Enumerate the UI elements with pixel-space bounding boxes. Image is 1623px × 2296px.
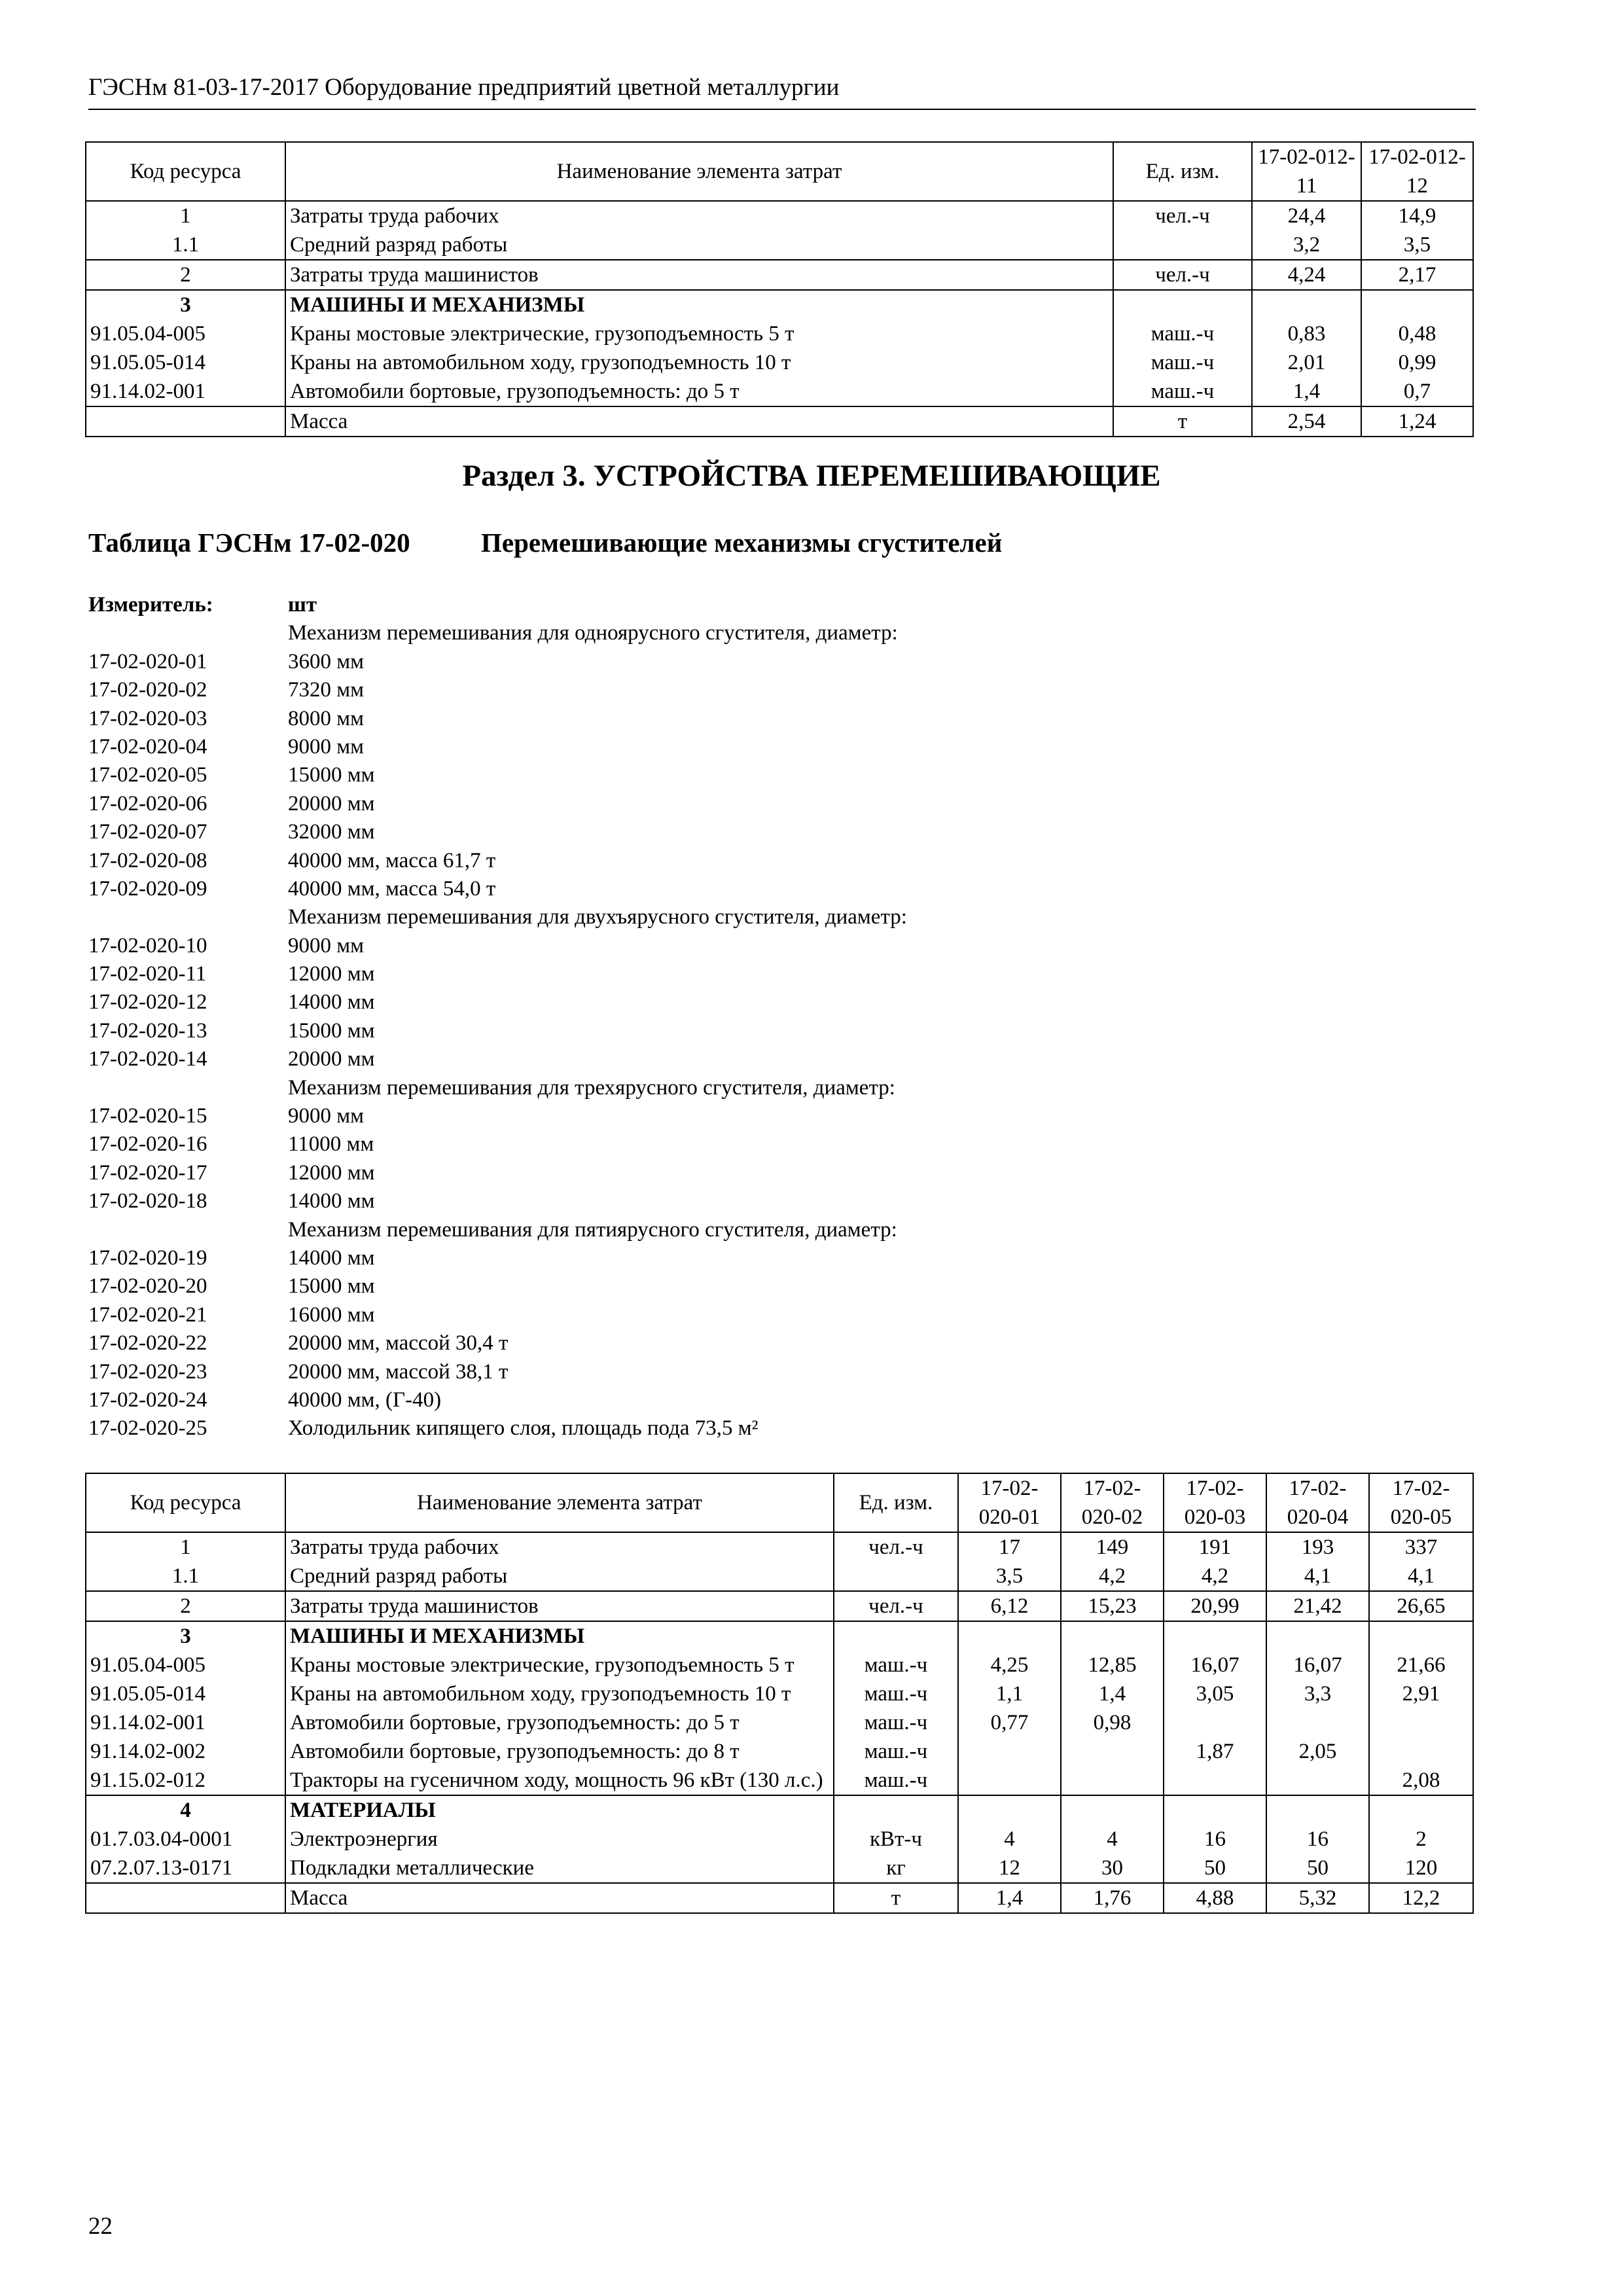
page-number: 22 xyxy=(88,2213,113,2240)
row-value: 0,48 xyxy=(1361,319,1473,348)
spec-description: 3600 мм xyxy=(288,649,365,673)
row-value: 0,83 xyxy=(1252,319,1361,348)
header-col: 17-02-020-03 xyxy=(1164,1473,1266,1532)
row-value: 4 xyxy=(958,1825,1061,1854)
header-rule xyxy=(88,109,1476,110)
row-value xyxy=(1252,290,1361,319)
spec-code: 17-02-020-23 xyxy=(88,1359,207,1384)
header-code: Код ресурса xyxy=(86,1473,285,1532)
table-row xyxy=(86,1795,1473,1825)
spec-description: 15000 мм xyxy=(288,763,375,787)
row-unit xyxy=(834,1795,958,1825)
measure-unit: шт xyxy=(288,593,317,617)
spec-code: 17-02-020-14 xyxy=(88,1047,207,1071)
row-value xyxy=(1266,1708,1369,1737)
resource-table-020 xyxy=(85,1473,1474,1914)
row-name: Затраты труда рабочих xyxy=(285,1532,834,1562)
table-row-mass xyxy=(86,406,1473,437)
row-value: 50 xyxy=(1266,1854,1369,1883)
spec-description: Механизм перемешивания для двухъярусного сгустителя, диаметр: xyxy=(288,905,907,929)
spec-description: 40000 мм, масса 61,7 т xyxy=(288,848,496,872)
row-unit: чел.-ч xyxy=(1113,201,1252,230)
spec-description: 20000 мм xyxy=(288,791,375,816)
row-value xyxy=(1164,1795,1266,1825)
row-value: 337 xyxy=(1369,1532,1473,1562)
row-value xyxy=(1061,1621,1164,1651)
header-name: Наименование элемента затрат xyxy=(285,1473,834,1532)
row-value: 149 xyxy=(1061,1532,1164,1562)
row-value: 15,23 xyxy=(1061,1591,1164,1621)
header-col2: 17-02-012-12 xyxy=(1361,142,1473,201)
row-value: 3,3 xyxy=(1266,1679,1369,1708)
row-value: 1,87 xyxy=(1164,1737,1266,1766)
row-code: 2 xyxy=(86,1591,285,1621)
table-title-code: Таблица ГЭСНм 17-02-020 xyxy=(88,528,410,558)
row-value: 3,5 xyxy=(1361,230,1473,260)
row-value: 120 xyxy=(1369,1854,1473,1883)
spec-code: 17-02-020-13 xyxy=(88,1018,207,1043)
table-row xyxy=(86,201,1473,230)
row-value xyxy=(1361,290,1473,319)
table-row xyxy=(86,1708,1473,1737)
spec-description: 9000 мм xyxy=(288,734,365,759)
row-value: 2,08 xyxy=(1369,1766,1473,1795)
row-name: Подкладки металлические xyxy=(285,1854,834,1883)
row-name: Краны на автомобильном ходу, грузоподъемность 10 т xyxy=(285,1679,834,1708)
spec-code: 17-02-020-17 xyxy=(88,1160,207,1185)
spec-code: 17-02-020-15 xyxy=(88,1104,207,1128)
row-value: 4,1 xyxy=(1266,1562,1369,1591)
row-name: МАШИНЫ И МЕХАНИЗМЫ xyxy=(285,290,1113,319)
row-value: 21,66 xyxy=(1369,1651,1473,1679)
row-value xyxy=(1266,1621,1369,1651)
spec-description: 7320 мм xyxy=(288,678,365,702)
row-code xyxy=(86,406,285,437)
table-row xyxy=(86,1825,1473,1854)
spec-description: 11000 мм xyxy=(288,1132,374,1157)
spec-description: 14000 мм xyxy=(288,1189,375,1213)
spec-code: 17-02-020-03 xyxy=(88,706,207,730)
table-row xyxy=(86,1532,1473,1562)
row-value: 17 xyxy=(958,1532,1061,1562)
row-name: Краны мостовые электрические, грузоподъемность 5 т xyxy=(285,319,1113,348)
header-unit: Ед. изм. xyxy=(1113,142,1252,201)
row-name: Затраты труда машинистов xyxy=(285,260,1113,290)
row-value: 1,4 xyxy=(1252,377,1361,406)
row-value: 16,07 xyxy=(1164,1651,1266,1679)
row-value xyxy=(958,1621,1061,1651)
row-code: 91.05.05-014 xyxy=(86,1679,285,1708)
row-unit: кВт-ч xyxy=(834,1825,958,1854)
header-col: 17-02-020-01 xyxy=(958,1473,1061,1532)
row-value xyxy=(1061,1766,1164,1795)
row-value: 16 xyxy=(1266,1825,1369,1854)
spec-description: 8000 мм xyxy=(288,706,365,730)
row-name: Электроэнергия xyxy=(285,1825,834,1854)
row-name: Затраты труда машинистов xyxy=(285,1591,834,1621)
row-value: 16,07 xyxy=(1266,1651,1369,1679)
table-row xyxy=(86,230,1473,260)
row-value: 4,2 xyxy=(1061,1562,1164,1591)
row-value: 1,4 xyxy=(1061,1679,1164,1708)
header-code: Код ресурса xyxy=(86,142,285,201)
spec-code: 17-02-020-05 xyxy=(88,763,207,787)
spec-code: 17-02-020-09 xyxy=(88,876,207,901)
row-code: 1 xyxy=(86,201,285,230)
row-value: 16 xyxy=(1164,1825,1266,1854)
row-unit: кг xyxy=(834,1854,958,1883)
spec-code: 17-02-020-12 xyxy=(88,990,207,1014)
spec-description: 40000 мм, (Г-40) xyxy=(288,1388,442,1412)
spec-description: 20000 мм xyxy=(288,1047,375,1071)
row-value: 3,05 xyxy=(1164,1679,1266,1708)
row-value: 2,05 xyxy=(1266,1737,1369,1766)
spec-code: 17-02-020-07 xyxy=(88,820,207,844)
row-unit: чел.-ч xyxy=(1113,260,1252,290)
spec-code: 17-02-020-19 xyxy=(88,1246,207,1270)
spec-code: 17-02-020-24 xyxy=(88,1388,207,1412)
running-header: ГЭСНм 81-03-17-2017 Оборудование предприятий цветной металлургии xyxy=(88,74,840,101)
row-code: 1.1 xyxy=(86,1562,285,1591)
row-unit xyxy=(1113,290,1252,319)
row-code: 91.05.04-005 xyxy=(86,1651,285,1679)
spec-description: 15000 мм xyxy=(288,1274,375,1299)
row-value xyxy=(958,1737,1061,1766)
row-value: 4,24 xyxy=(1252,260,1361,290)
row-value: 2,54 xyxy=(1252,406,1361,437)
spec-description: 20000 мм, массой 38,1 т xyxy=(288,1359,508,1384)
row-unit: маш.-ч xyxy=(834,1679,958,1708)
table-row xyxy=(86,260,1473,290)
row-value xyxy=(1061,1795,1164,1825)
row-name: Тракторы на гусеничном ходу, мощность 96 кВт (130 л.с.) xyxy=(285,1766,834,1795)
spec-code: 17-02-020-10 xyxy=(88,933,207,958)
row-value xyxy=(1164,1766,1266,1795)
row-value: 24,4 xyxy=(1252,201,1361,230)
row-value: 2,01 xyxy=(1252,348,1361,377)
row-value: 3,5 xyxy=(958,1562,1061,1591)
spec-description: 14000 мм xyxy=(288,990,375,1014)
row-name: Краны на автомобильном ходу, грузоподъемность 10 т xyxy=(285,348,1113,377)
spec-code: 17-02-020-18 xyxy=(88,1189,207,1213)
row-name: Средний разряд работы xyxy=(285,1562,834,1591)
row-value: 4,88 xyxy=(1164,1883,1266,1913)
row-value: 2,17 xyxy=(1361,260,1473,290)
table-row xyxy=(86,377,1473,406)
row-name: Затраты труда рабочих xyxy=(285,201,1113,230)
row-value: 191 xyxy=(1164,1532,1266,1562)
spec-code: 17-02-020-16 xyxy=(88,1132,207,1157)
spec-code: 17-02-020-06 xyxy=(88,791,207,816)
row-value xyxy=(1369,1795,1473,1825)
row-unit: т xyxy=(1113,406,1252,437)
row-unit: маш.-ч xyxy=(1113,319,1252,348)
table-row xyxy=(86,1562,1473,1591)
row-value xyxy=(958,1795,1061,1825)
row-value: 30 xyxy=(1061,1854,1164,1883)
row-name: Краны мостовые электрические, грузоподъемность 5 т xyxy=(285,1651,834,1679)
row-unit xyxy=(834,1562,958,1591)
row-name: МАШИНЫ И МЕХАНИЗМЫ xyxy=(285,1621,834,1651)
row-name: Масса xyxy=(285,406,1113,437)
table-row-mass xyxy=(86,1883,1473,1913)
spec-description: Механизм перемешивания для трехярусного сгустителя, диаметр: xyxy=(288,1075,895,1100)
spec-code: 17-02-020-20 xyxy=(88,1274,207,1299)
row-value: 4 xyxy=(1061,1825,1164,1854)
row-value: 0,99 xyxy=(1361,348,1473,377)
row-value: 193 xyxy=(1266,1532,1369,1562)
row-name: Автомобили бортовые, грузоподъемность: до 8 т xyxy=(285,1737,834,1766)
table-row xyxy=(86,1737,1473,1766)
spec-code: 17-02-020-01 xyxy=(88,649,207,673)
row-code: 91.05.05-014 xyxy=(86,348,285,377)
spec-description: 9000 мм xyxy=(288,933,365,958)
spec-description: Холодильник кипящего слоя, площадь пода 73,5 м² xyxy=(288,1416,758,1441)
table-row xyxy=(86,1766,1473,1795)
row-code: 07.2.07.13-0171 xyxy=(86,1854,285,1883)
row-value xyxy=(1369,1708,1473,1737)
header-col: 17-02-020-02 xyxy=(1061,1473,1164,1532)
row-value xyxy=(1369,1621,1473,1651)
row-code: 91.14.02-001 xyxy=(86,377,285,406)
table-row xyxy=(86,1854,1473,1883)
spec-description: Механизм перемешивания для пятиярусного сгустителя, диаметр: xyxy=(288,1217,897,1242)
row-name: Автомобили бортовые, грузоподъемность: до 5 т xyxy=(285,1708,834,1737)
row-code: 91.14.02-001 xyxy=(86,1708,285,1737)
row-value: 1,1 xyxy=(958,1679,1061,1708)
row-unit xyxy=(834,1621,958,1651)
row-unit: маш.-ч xyxy=(834,1737,958,1766)
spec-code: 17-02-020-22 xyxy=(88,1331,207,1355)
row-value: 0,77 xyxy=(958,1708,1061,1737)
row-unit: маш.-ч xyxy=(1113,348,1252,377)
row-code: 3 xyxy=(86,1621,285,1651)
row-unit: чел.-ч xyxy=(834,1591,958,1621)
row-value: 26,65 xyxy=(1369,1591,1473,1621)
spec-code: 17-02-020-02 xyxy=(88,678,207,702)
row-code: 1.1 xyxy=(86,230,285,260)
table-title xyxy=(88,527,1003,558)
spec-code: 17-02-020-25 xyxy=(88,1416,207,1441)
spec-description: 40000 мм, масса 54,0 т xyxy=(288,876,496,901)
row-value xyxy=(1266,1795,1369,1825)
row-code: 91.05.04-005 xyxy=(86,319,285,348)
row-unit: маш.-ч xyxy=(834,1708,958,1737)
row-value xyxy=(1164,1621,1266,1651)
row-code xyxy=(86,1883,285,1913)
row-value: 21,42 xyxy=(1266,1591,1369,1621)
row-value xyxy=(1164,1708,1266,1737)
row-code: 01.7.03.04-0001 xyxy=(86,1825,285,1854)
table-title-name: Перемешивающие механизмы сгустителей xyxy=(481,528,1003,558)
spec-description: Механизм перемешивания для одноярусного сгустителя, диаметр: xyxy=(288,621,898,645)
table-row xyxy=(86,290,1473,319)
spec-code: 17-02-020-21 xyxy=(88,1302,207,1327)
row-value: 2 xyxy=(1369,1825,1473,1854)
header-col1: 17-02-012-11 xyxy=(1252,142,1361,201)
spec-description: 12000 мм xyxy=(288,1160,375,1185)
section-title: Раздел 3. УСТРОЙСТВА ПЕРЕМЕШИВАЮЩИЕ xyxy=(462,459,1161,493)
spec-description: 20000 мм, массой 30,4 т xyxy=(288,1331,508,1355)
spec-description: 9000 мм xyxy=(288,1104,365,1128)
row-value: 2,91 xyxy=(1369,1679,1473,1708)
row-code: 4 xyxy=(86,1795,285,1825)
row-value: 12 xyxy=(958,1854,1061,1883)
table-header-row xyxy=(86,1473,1473,1532)
spec-description: 15000 мм xyxy=(288,1018,375,1043)
header-unit: Ед. изм. xyxy=(834,1473,958,1532)
row-name: МАТЕРИАЛЫ xyxy=(285,1795,834,1825)
row-value xyxy=(1061,1737,1164,1766)
spec-description: 16000 мм xyxy=(288,1302,375,1327)
row-value: 5,32 xyxy=(1266,1883,1369,1913)
row-name: Автомобили бортовые, грузоподъемность: до 5 т xyxy=(285,377,1113,406)
row-value: 12,85 xyxy=(1061,1651,1164,1679)
row-value: 1,76 xyxy=(1061,1883,1164,1913)
row-unit: маш.-ч xyxy=(834,1766,958,1795)
resource-table-012 xyxy=(85,141,1474,437)
spec-code: 17-02-020-04 xyxy=(88,734,207,759)
table-row xyxy=(86,1621,1473,1651)
row-value: 12,2 xyxy=(1369,1883,1473,1913)
row-value xyxy=(958,1766,1061,1795)
row-code: 3 xyxy=(86,290,285,319)
row-value: 6,12 xyxy=(958,1591,1061,1621)
table-row xyxy=(86,1651,1473,1679)
table-row xyxy=(86,319,1473,348)
row-unit xyxy=(1113,230,1252,260)
row-value xyxy=(1266,1766,1369,1795)
row-name: Масса xyxy=(285,1883,834,1913)
row-value: 20,99 xyxy=(1164,1591,1266,1621)
row-value xyxy=(1369,1737,1473,1766)
row-value: 0,7 xyxy=(1361,377,1473,406)
row-unit: чел.-ч xyxy=(834,1532,958,1562)
row-unit: т xyxy=(834,1883,958,1913)
row-value: 50 xyxy=(1164,1854,1266,1883)
row-name: Средний разряд работы xyxy=(285,230,1113,260)
spec-description: 14000 мм xyxy=(288,1246,375,1270)
row-code: 91.14.02-002 xyxy=(86,1737,285,1766)
header-name: Наименование элемента затрат xyxy=(285,142,1113,201)
spec-code: 17-02-020-11 xyxy=(88,962,207,986)
spec-description: 12000 мм xyxy=(288,962,375,986)
row-unit: маш.-ч xyxy=(834,1651,958,1679)
row-value: 0,98 xyxy=(1061,1708,1164,1737)
row-value: 1,24 xyxy=(1361,406,1473,437)
header-col: 17-02-020-05 xyxy=(1369,1473,1473,1532)
row-value: 3,2 xyxy=(1252,230,1361,260)
table2-body xyxy=(86,1532,1473,1913)
row-code: 1 xyxy=(86,1532,285,1562)
table-row xyxy=(86,348,1473,377)
spec-description: 32000 мм xyxy=(288,820,375,844)
table-header-row xyxy=(86,142,1473,201)
row-code: 91.15.02-012 xyxy=(86,1766,285,1795)
header-col: 17-02-020-04 xyxy=(1266,1473,1369,1532)
table-row xyxy=(86,1591,1473,1621)
row-value: 4,2 xyxy=(1164,1562,1266,1591)
row-value: 14,9 xyxy=(1361,201,1473,230)
spec-code: 17-02-020-08 xyxy=(88,848,207,872)
row-value: 4,1 xyxy=(1369,1562,1473,1591)
row-code: 2 xyxy=(86,260,285,290)
measure-label: Измеритель: xyxy=(88,593,213,617)
row-value: 4,25 xyxy=(958,1651,1061,1679)
table-row xyxy=(86,1679,1473,1708)
row-unit: маш.-ч xyxy=(1113,377,1252,406)
row-value: 1,4 xyxy=(958,1883,1061,1913)
